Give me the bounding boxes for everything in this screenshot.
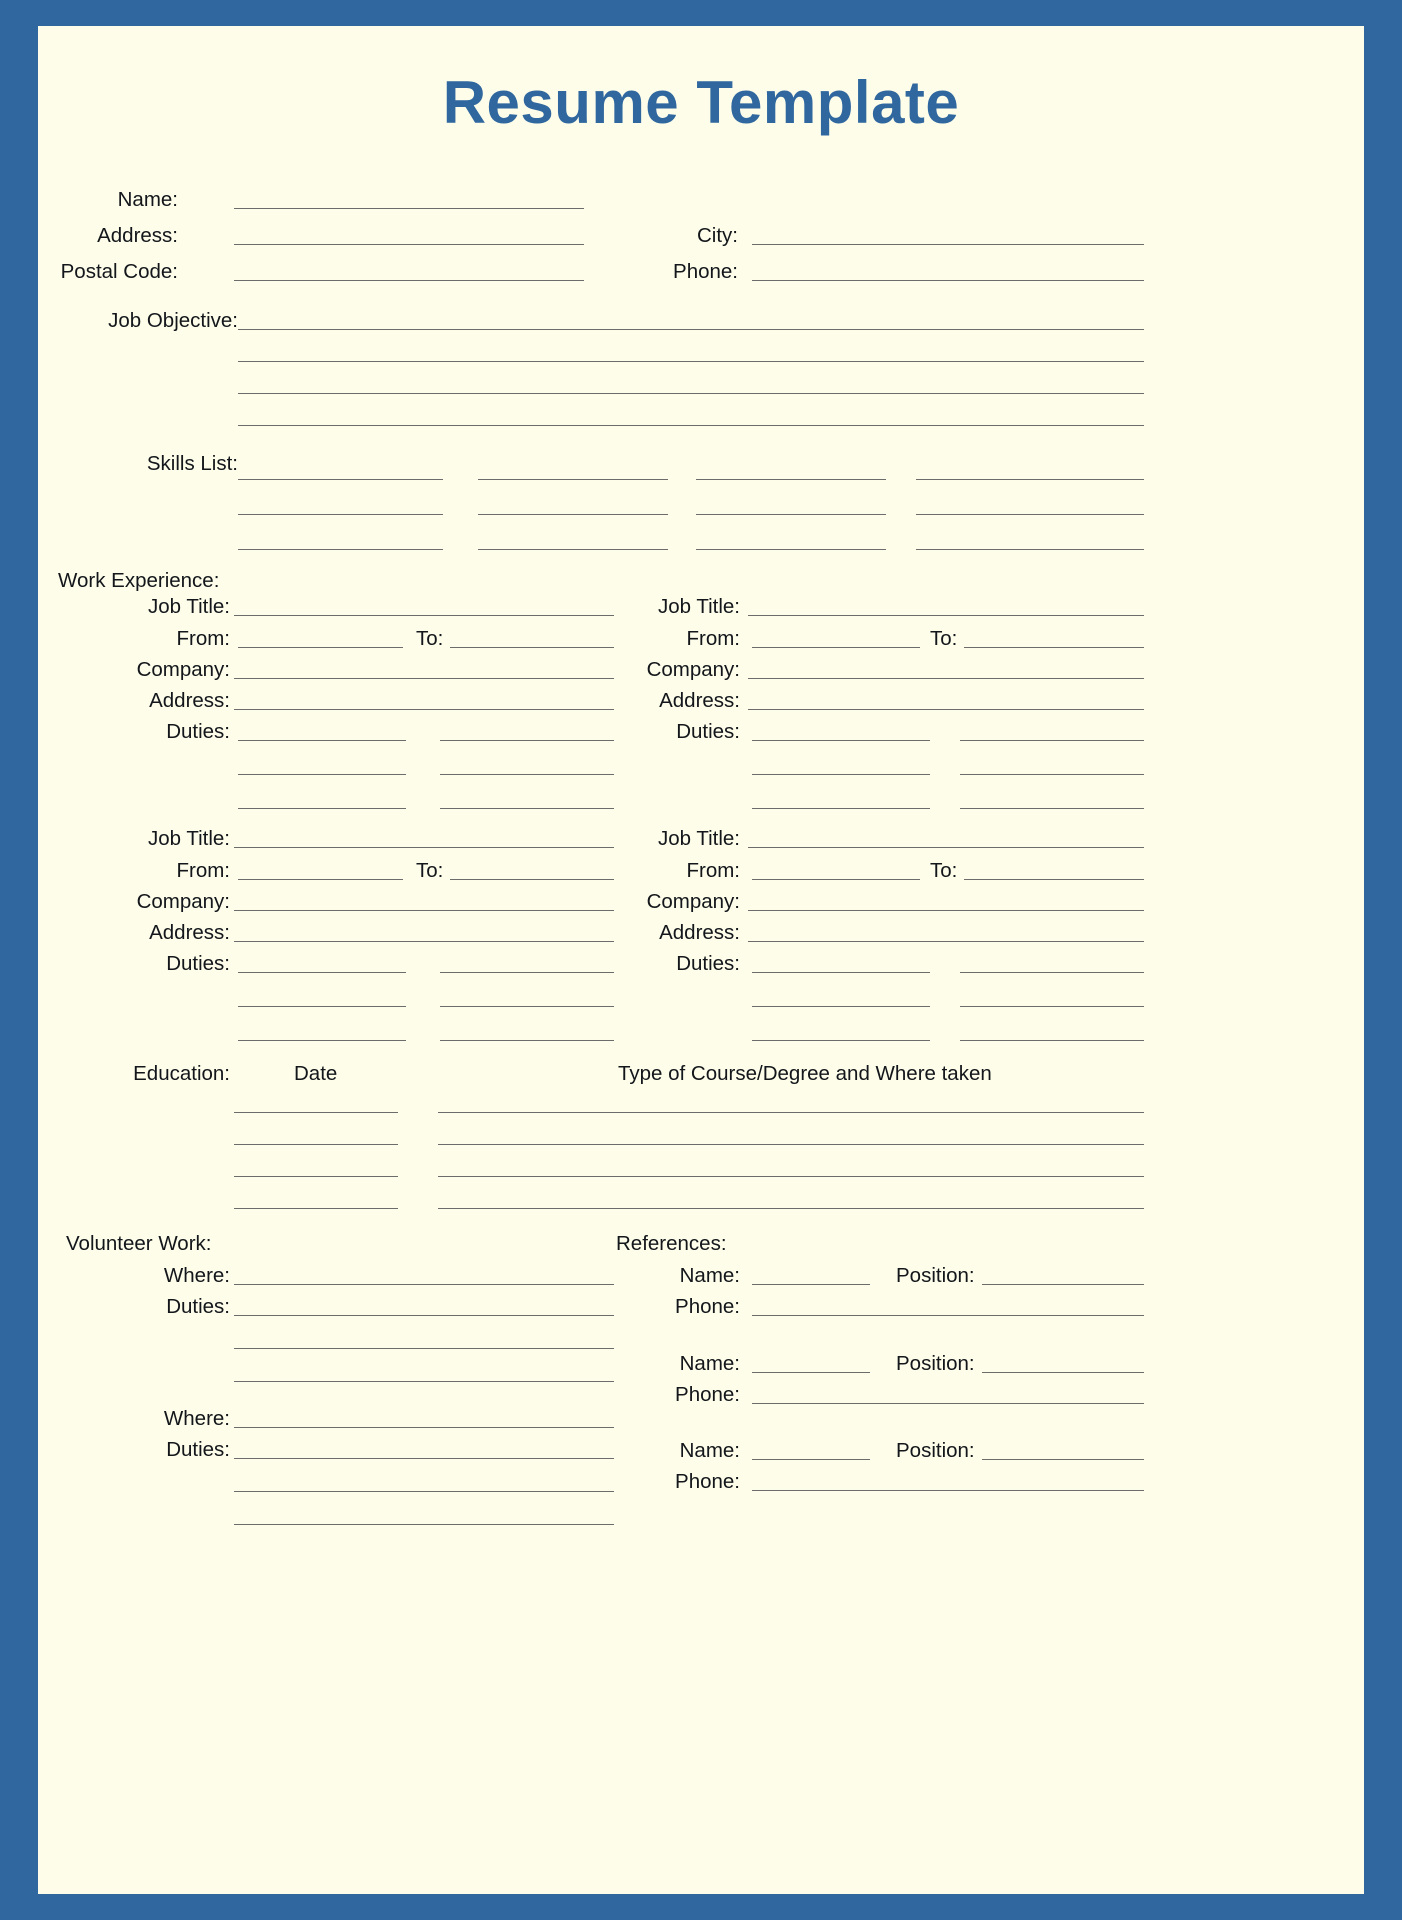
duties-label: Duties: bbox=[166, 1438, 230, 1461]
where-input[interactable] bbox=[234, 1427, 614, 1428]
to-label: To: bbox=[416, 627, 444, 650]
job-objective-input-1[interactable] bbox=[238, 329, 1144, 330]
education-date-input-4[interactable] bbox=[234, 1208, 398, 1209]
company-input[interactable] bbox=[748, 910, 1144, 911]
education-course-input-2[interactable] bbox=[438, 1144, 1144, 1145]
duties-input-1[interactable] bbox=[234, 1315, 614, 1316]
skills-input-r3c1[interactable] bbox=[238, 549, 443, 550]
education-date-input-3[interactable] bbox=[234, 1176, 398, 1177]
phone-label: Phone: bbox=[675, 1383, 740, 1406]
position-label: Position: bbox=[896, 1264, 975, 1287]
phone-label: Phone: bbox=[675, 1295, 740, 1318]
duties-input-1[interactable] bbox=[234, 1458, 614, 1459]
name-input[interactable] bbox=[752, 1372, 870, 1373]
address-input[interactable] bbox=[234, 244, 584, 245]
company-label: Company: bbox=[646, 658, 740, 681]
from-label: From: bbox=[686, 859, 740, 882]
job-title-label: Job Title: bbox=[657, 595, 740, 618]
duties-input-r2c1[interactable] bbox=[752, 774, 930, 775]
position-input[interactable] bbox=[982, 1372, 1144, 1373]
education-date-header: Date bbox=[294, 1062, 338, 1085]
duties-input-r1c2[interactable] bbox=[960, 972, 1144, 973]
from-input[interactable] bbox=[238, 647, 403, 648]
education-date-input-2[interactable] bbox=[234, 1144, 398, 1145]
phone-label: Phone: bbox=[675, 1470, 740, 1493]
from-input[interactable] bbox=[238, 879, 403, 880]
duties-input-r1c1[interactable] bbox=[752, 740, 930, 741]
to-label: To: bbox=[930, 627, 958, 650]
city-input[interactable] bbox=[752, 244, 1144, 245]
address-label: Address: bbox=[659, 921, 740, 944]
name-label: Name: bbox=[679, 1352, 740, 1375]
duties-input-r3c2[interactable] bbox=[440, 808, 614, 809]
phone-input[interactable] bbox=[752, 1403, 1144, 1404]
duties-input-r2c1[interactable] bbox=[238, 774, 406, 775]
work-experience-label: Work Experience: bbox=[58, 569, 220, 592]
job-objective-label: Job Objective: bbox=[108, 309, 238, 332]
address-label: Address: bbox=[659, 689, 740, 712]
name-label: Name: bbox=[117, 188, 178, 211]
from-label: From: bbox=[686, 627, 740, 650]
address-input[interactable] bbox=[234, 709, 614, 710]
job-objective-input-3[interactable] bbox=[238, 393, 1144, 394]
education-course-input-1[interactable] bbox=[438, 1112, 1144, 1113]
duties-input-r3c1[interactable] bbox=[752, 1040, 930, 1041]
skills-input-r1c3[interactable] bbox=[696, 479, 886, 480]
skills-input-r2c3[interactable] bbox=[696, 514, 886, 515]
duties-input-3[interactable] bbox=[234, 1524, 614, 1525]
name-label: Name: bbox=[679, 1439, 740, 1462]
education-course-input-4[interactable] bbox=[438, 1208, 1144, 1209]
phone-input[interactable] bbox=[752, 1315, 1144, 1316]
city-label: City: bbox=[697, 224, 738, 247]
position-input[interactable] bbox=[982, 1284, 1144, 1285]
duties-input-r3c1[interactable] bbox=[238, 808, 406, 809]
where-label: Where: bbox=[163, 1407, 230, 1430]
duties-input-r1c1[interactable] bbox=[752, 972, 930, 973]
position-label: Position: bbox=[896, 1352, 975, 1375]
address-input[interactable] bbox=[748, 941, 1144, 942]
duties-input-r2c2[interactable] bbox=[440, 774, 614, 775]
from-label: From: bbox=[176, 859, 230, 882]
duties-input-3[interactable] bbox=[234, 1381, 614, 1382]
skills-input-r2c4[interactable] bbox=[916, 514, 1144, 515]
resume-page bbox=[38, 26, 1364, 1894]
where-input[interactable] bbox=[234, 1284, 614, 1285]
duties-input-r1c2[interactable] bbox=[960, 740, 1144, 741]
duties-input-r2c1[interactable] bbox=[238, 1006, 406, 1007]
to-label: To: bbox=[416, 859, 444, 882]
company-input[interactable] bbox=[748, 678, 1144, 679]
education-date-input-1[interactable] bbox=[234, 1112, 398, 1113]
references-label: References: bbox=[616, 1232, 727, 1255]
duties-input-2[interactable] bbox=[234, 1491, 614, 1492]
duties-input-r3c2[interactable] bbox=[440, 1040, 614, 1041]
address-label: Address: bbox=[149, 921, 230, 944]
job-title-label: Job Title: bbox=[147, 827, 230, 850]
address-label: Address: bbox=[97, 224, 178, 247]
duties-input-r2c2[interactable] bbox=[960, 1006, 1144, 1007]
from-label: From: bbox=[176, 627, 230, 650]
job-title-input[interactable] bbox=[234, 847, 614, 848]
duties-label: Duties: bbox=[676, 720, 740, 743]
to-label: To: bbox=[930, 859, 958, 882]
job-objective-input-2[interactable] bbox=[238, 361, 1144, 362]
name-input[interactable] bbox=[752, 1459, 870, 1460]
job-title-input[interactable] bbox=[234, 615, 614, 616]
duties-input-r3c2[interactable] bbox=[960, 808, 1144, 809]
phone-label: Phone: bbox=[673, 260, 738, 283]
postal-code-input[interactable] bbox=[234, 280, 584, 281]
duties-input-r3c2[interactable] bbox=[960, 1040, 1144, 1041]
volunteer-work-label: Volunteer Work: bbox=[66, 1232, 212, 1255]
company-input[interactable] bbox=[234, 910, 614, 911]
education-course-header: Type of Course/Degree and Where taken bbox=[618, 1062, 992, 1085]
duties-input-r1c1[interactable] bbox=[238, 740, 406, 741]
duties-input-r1c1[interactable] bbox=[238, 972, 406, 973]
where-label: Where: bbox=[163, 1264, 230, 1287]
duties-input-2[interactable] bbox=[234, 1348, 614, 1349]
skills-input-r3c2[interactable] bbox=[478, 549, 668, 550]
job-title-label: Job Title: bbox=[657, 827, 740, 850]
duties-input-r2c2[interactable] bbox=[440, 1006, 614, 1007]
duties-input-r2c2[interactable] bbox=[960, 774, 1144, 775]
postal-code-label: Postal Code: bbox=[60, 260, 178, 283]
position-label: Position: bbox=[896, 1439, 975, 1462]
company-input[interactable] bbox=[234, 678, 614, 679]
duties-label: Duties: bbox=[166, 952, 230, 975]
company-label: Company: bbox=[136, 658, 230, 681]
duties-label: Duties: bbox=[166, 1295, 230, 1318]
page-title: Resume Template bbox=[442, 69, 960, 136]
skills-input-r1c2[interactable] bbox=[478, 479, 668, 480]
name-input[interactable] bbox=[752, 1284, 870, 1285]
name-label: Name: bbox=[679, 1264, 740, 1287]
address-input[interactable] bbox=[234, 941, 614, 942]
duties-input-r3c1[interactable] bbox=[752, 808, 930, 809]
position-input[interactable] bbox=[982, 1459, 1144, 1460]
skills-input-r2c2[interactable] bbox=[478, 514, 668, 515]
job-title-label: Job Title: bbox=[147, 595, 230, 618]
company-label: Company: bbox=[136, 890, 230, 913]
to-input[interactable] bbox=[964, 879, 1144, 880]
education-course-input-3[interactable] bbox=[438, 1176, 1144, 1177]
skills-input-r1c4[interactable] bbox=[916, 479, 1144, 480]
duties-label: Duties: bbox=[676, 952, 740, 975]
address-input[interactable] bbox=[748, 709, 1144, 710]
phone-input[interactable] bbox=[752, 280, 1144, 281]
job-title-input[interactable] bbox=[748, 847, 1144, 848]
phone-input[interactable] bbox=[752, 1490, 1144, 1491]
name-input[interactable] bbox=[234, 208, 584, 209]
to-input[interactable] bbox=[964, 647, 1144, 648]
from-input[interactable] bbox=[752, 647, 920, 648]
company-label: Company: bbox=[646, 890, 740, 913]
from-input[interactable] bbox=[752, 879, 920, 880]
education-label: Education: bbox=[133, 1062, 230, 1085]
skills-input-r3c4[interactable] bbox=[916, 549, 1144, 550]
skills-list-label: Skills List: bbox=[146, 452, 238, 475]
duties-input-r2c1[interactable] bbox=[752, 1006, 930, 1007]
skills-input-r2c1[interactable] bbox=[238, 514, 443, 515]
skills-input-r3c3[interactable] bbox=[696, 549, 886, 550]
skills-input-r1c1[interactable] bbox=[238, 479, 443, 480]
duties-label: Duties: bbox=[166, 720, 230, 743]
job-title-input[interactable] bbox=[748, 615, 1144, 616]
duties-input-r3c1[interactable] bbox=[238, 1040, 406, 1041]
job-objective-input-4[interactable] bbox=[238, 425, 1144, 426]
address-label: Address: bbox=[149, 689, 230, 712]
